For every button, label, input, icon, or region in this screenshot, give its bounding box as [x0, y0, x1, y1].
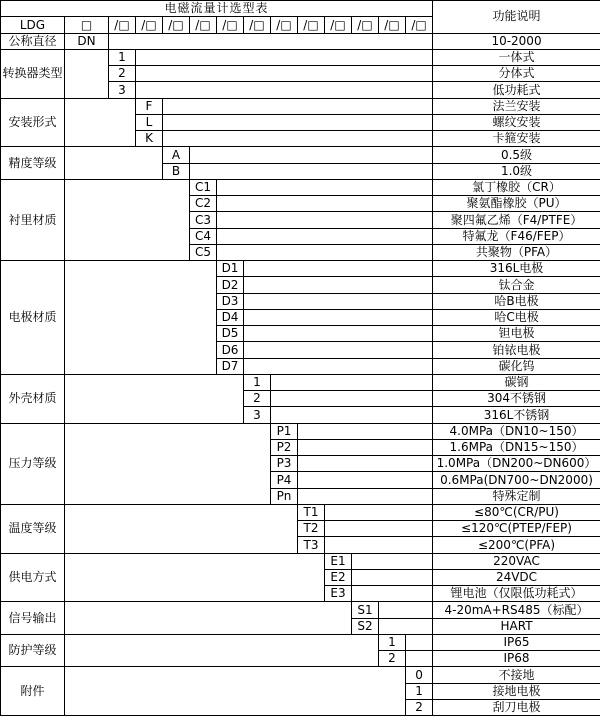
empty-cell: [244, 261, 433, 277]
option-code: P4: [271, 472, 298, 488]
empty-cell: [325, 504, 433, 520]
empty-cell: [271, 374, 433, 390]
empty-cell: [65, 49, 109, 98]
model-slot-box: /□: [271, 17, 298, 33]
empty-cell: [65, 602, 352, 635]
option-desc: 1.0级: [433, 163, 600, 179]
option-code: D2: [217, 277, 244, 293]
selection-table-body: [1, 1, 600, 716]
empty-cell: [352, 553, 433, 569]
option-code: L: [136, 114, 163, 130]
option-code: E1: [325, 553, 352, 569]
option-desc: 1.6MPa（DN15~150）: [433, 439, 600, 455]
empty-cell: [65, 423, 271, 504]
option-code: 1: [244, 374, 271, 390]
category-label: 安装形式: [1, 98, 65, 147]
option-code: 1: [406, 683, 433, 699]
option-code: 2: [379, 651, 406, 667]
empty-cell: [325, 521, 433, 537]
empty-cell: [65, 634, 379, 667]
option-desc: 低功耗式: [433, 82, 600, 98]
option-code: S2: [352, 618, 379, 634]
empty-cell: [244, 309, 433, 325]
empty-cell: [136, 66, 433, 82]
empty-cell: [190, 147, 433, 163]
category-label: 转换器类型: [1, 49, 65, 98]
category-label: 压力等级: [1, 423, 65, 504]
model-slot-box: /□: [136, 17, 163, 33]
category-label: 精度等级: [1, 147, 65, 180]
option-code: 2: [244, 391, 271, 407]
empty-cell: [352, 569, 433, 585]
model-base-box: □: [65, 17, 109, 33]
model-slot-box: /□: [163, 17, 190, 33]
option-desc: 碳化钨: [433, 358, 600, 374]
empty-cell: [244, 277, 433, 293]
option-code: D7: [217, 358, 244, 374]
empty-cell: [65, 147, 163, 180]
option-code: 3: [109, 82, 136, 98]
model-slot-box: /□: [217, 17, 244, 33]
option-code: S1: [352, 602, 379, 618]
category-label-diameter: 公称直径: [1, 33, 65, 49]
model-slot-box: /□: [406, 17, 433, 33]
option-row: [1, 261, 600, 277]
empty-cell: [379, 618, 433, 634]
option-code: 2: [406, 699, 433, 715]
option-desc: 4.0MPa（DN10~150）: [433, 423, 600, 439]
option-code: A: [163, 147, 190, 163]
empty-cell: [379, 602, 433, 618]
option-desc: 分体式: [433, 66, 600, 82]
option-row: [1, 98, 600, 114]
category-label: 供电方式: [1, 553, 65, 602]
option-code-dn: DN: [65, 33, 109, 49]
empty-cell: [406, 634, 433, 650]
empty-cell: [65, 667, 406, 716]
option-desc: HART: [433, 618, 600, 634]
empty-cell: [217, 228, 433, 244]
option-desc: 卡箍安装: [433, 131, 600, 147]
empty-cell: [217, 212, 433, 228]
empty-cell: [217, 179, 433, 195]
option-desc: 螺纹安装: [433, 114, 600, 130]
option-row: [1, 504, 600, 520]
option-desc: 316L不锈钢: [433, 407, 600, 423]
option-code: C2: [190, 196, 217, 212]
option-row: [1, 49, 600, 65]
option-desc-dn: 10-2000: [433, 33, 600, 49]
model-slot-box: /□: [244, 17, 271, 33]
option-desc: 氯丁橡胶（CR）: [433, 179, 600, 195]
empty-cell: [271, 391, 433, 407]
option-desc: 特殊定制: [433, 488, 600, 504]
model-slot-box: /□: [298, 17, 325, 33]
empty-cell: [163, 98, 433, 114]
option-desc: 聚四氟乙烯（F4/PTFE）: [433, 212, 600, 228]
category-label: 衬里材质: [1, 179, 65, 260]
empty-cell: [244, 342, 433, 358]
option-desc: 0.6MPa(DN700~DN2000): [433, 472, 600, 488]
option-code: P1: [271, 423, 298, 439]
option-code: D1: [217, 261, 244, 277]
option-code: Pn: [271, 488, 298, 504]
empty-cell: [65, 374, 244, 423]
category-label: 防护等级: [1, 634, 65, 667]
option-code: C1: [190, 179, 217, 195]
category-label: 电极材质: [1, 261, 65, 375]
option-code: C5: [190, 244, 217, 260]
option-row: [1, 147, 600, 163]
option-code: C4: [190, 228, 217, 244]
empty-cell: [65, 98, 136, 147]
option-desc: IP68: [433, 651, 600, 667]
model-prefix: LDG: [1, 17, 65, 33]
category-label: 外壳材质: [1, 374, 65, 423]
option-desc: 钽电极: [433, 326, 600, 342]
option-desc: 哈B电极: [433, 293, 600, 309]
option-desc: 铂铱电极: [433, 342, 600, 358]
function-column-header: 功能说明: [433, 1, 600, 34]
option-row: [1, 179, 600, 195]
empty-cell: [298, 423, 433, 439]
option-row: [1, 634, 600, 650]
model-slot-box: /□: [352, 17, 379, 33]
model-slot-box: /□: [190, 17, 217, 33]
table-title: 电磁流量计选型表: [1, 1, 433, 17]
option-code: 1: [379, 634, 406, 650]
option-code: T3: [298, 537, 325, 553]
option-desc: 钛合金: [433, 277, 600, 293]
category-label: 温度等级: [1, 504, 65, 553]
option-code: D6: [217, 342, 244, 358]
category-label: 附件: [1, 667, 65, 716]
option-desc: 4-20mA+RS485（标配）: [433, 602, 600, 618]
option-desc: 碳钢: [433, 374, 600, 390]
option-code: 3: [244, 407, 271, 423]
option-desc: ≤120℃(PTEP/FEP): [433, 521, 600, 537]
empty-cell: [136, 49, 433, 65]
option-code: C3: [190, 212, 217, 228]
title-row: [1, 1, 600, 17]
option-code: F: [136, 98, 163, 114]
empty-cell: [163, 131, 433, 147]
empty-cell: [244, 326, 433, 342]
option-desc: 刮刀电极: [433, 699, 600, 715]
option-desc: 24VDC: [433, 569, 600, 585]
empty-cell: [244, 293, 433, 309]
option-desc: 聚氨酯橡胶（PU）: [433, 196, 600, 212]
option-desc: 0.5级: [433, 147, 600, 163]
empty-cell: [217, 196, 433, 212]
option-code: B: [163, 163, 190, 179]
option-code: 2: [109, 66, 136, 82]
empty-cell: [298, 472, 433, 488]
empty-cell: [109, 33, 433, 49]
empty-cell: [298, 439, 433, 455]
option-code: 1: [109, 49, 136, 65]
option-row: [1, 553, 600, 569]
option-desc: 304不锈钢: [433, 391, 600, 407]
option-code: D4: [217, 309, 244, 325]
option-row: [1, 374, 600, 390]
option-code: T1: [298, 504, 325, 520]
empty-cell: [217, 244, 433, 260]
empty-cell: [271, 407, 433, 423]
empty-cell: [325, 537, 433, 553]
model-slot-box: /□: [379, 17, 406, 33]
option-row: [1, 423, 600, 439]
option-code: T2: [298, 521, 325, 537]
option-code: E2: [325, 569, 352, 585]
option-row: [1, 602, 600, 618]
option-code: E3: [325, 586, 352, 602]
empty-cell: [65, 179, 190, 260]
option-desc: 接地电极: [433, 683, 600, 699]
option-desc: 共聚物（PFA）: [433, 244, 600, 260]
option-desc: 锂电池（仅限低功耗式）: [433, 586, 600, 602]
option-desc: 1.0MPa（DN200~DN600）: [433, 456, 600, 472]
option-code: D5: [217, 326, 244, 342]
empty-cell: [136, 82, 433, 98]
option-desc: 哈C电极: [433, 309, 600, 325]
empty-cell: [406, 651, 433, 667]
option-code: D3: [217, 293, 244, 309]
category-label: 信号输出: [1, 602, 65, 635]
empty-cell: [65, 504, 298, 553]
option-desc: 不接地: [433, 667, 600, 683]
option-code: 0: [406, 667, 433, 683]
option-desc: 316L电极: [433, 261, 600, 277]
option-desc: 法兰安装: [433, 98, 600, 114]
empty-cell: [190, 163, 433, 179]
diameter-row: [1, 33, 600, 49]
option-code: P3: [271, 456, 298, 472]
option-desc: 特氟龙（F46/FEP）: [433, 228, 600, 244]
empty-cell: [352, 586, 433, 602]
empty-cell: [298, 456, 433, 472]
option-code: K: [136, 131, 163, 147]
option-desc: ≤200℃(PFA): [433, 537, 600, 553]
option-desc: ≤80℃(CR/PU): [433, 504, 600, 520]
empty-cell: [163, 114, 433, 130]
model-slot-box: /□: [109, 17, 136, 33]
empty-cell: [298, 488, 433, 504]
option-desc: IP65: [433, 634, 600, 650]
empty-cell: [244, 358, 433, 374]
option-desc: 220VAC: [433, 553, 600, 569]
option-desc: 一体式: [433, 49, 600, 65]
model-slot-box: /□: [325, 17, 352, 33]
empty-cell: [65, 261, 217, 375]
empty-cell: [65, 553, 325, 602]
option-row: [1, 667, 600, 683]
option-code: P2: [271, 439, 298, 455]
